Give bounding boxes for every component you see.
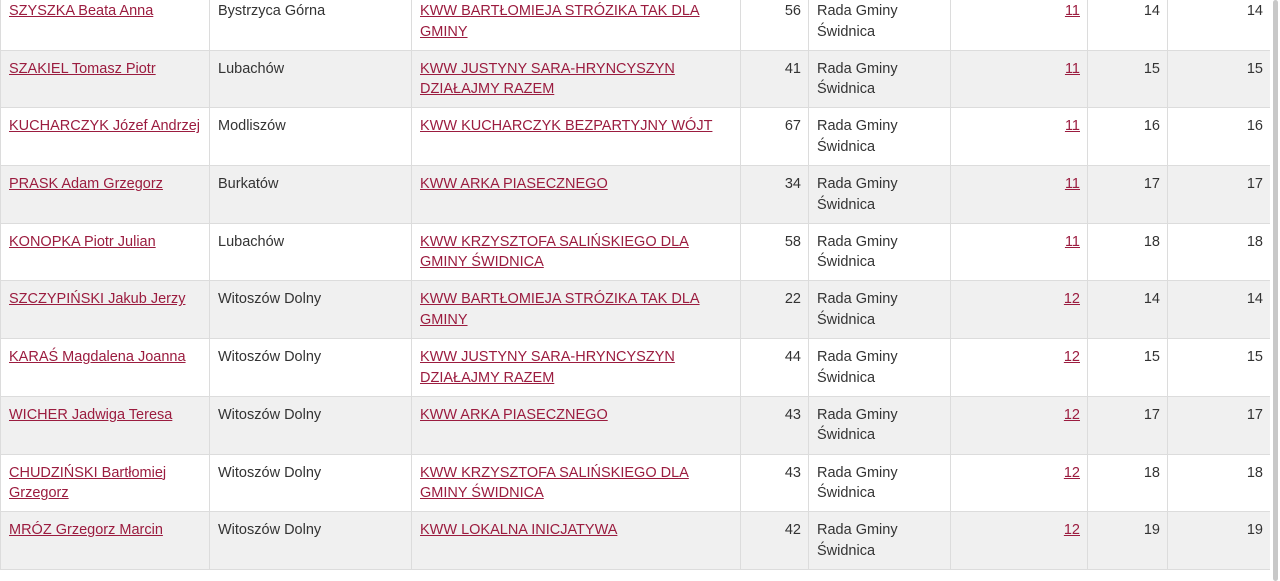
committee-link[interactable]: KWW KRZYSZTOFA SALIŃSKIEGO DLA GMINY ŚWIDNICA xyxy=(420,464,689,501)
name-cell xyxy=(1,281,210,339)
candidate-name-link[interactable]: SZAKIEL Tomasz Piotr xyxy=(9,60,156,77)
name-cell xyxy=(1,166,210,224)
candidate-name-link[interactable]: KARAŚ Magdalena Joanna xyxy=(9,349,186,366)
committee-cell xyxy=(412,0,741,50)
locality-cell: Witoszów Dolny xyxy=(210,339,412,397)
list-number-cell: 16 xyxy=(1088,108,1168,166)
candidate-name-link[interactable]: CHUDZIŃSKI Bartłomiej Grzegorz xyxy=(9,464,167,501)
body-cell: Rada Gminy Świdnica xyxy=(809,166,951,224)
position-cell: 19 xyxy=(1168,512,1271,570)
committee-link[interactable]: KWW LOKALNA INICJATYWA xyxy=(420,522,618,539)
locality-cell: Lubachów xyxy=(210,50,412,108)
body-cell: Rada Gminy Świdnica xyxy=(809,339,951,397)
name-cell xyxy=(1,108,210,166)
candidate-name-link[interactable]: KONOPKA Piotr Julian xyxy=(9,233,156,250)
locality-cell: Witoszów Dolny xyxy=(210,396,412,454)
position-cell: 14 xyxy=(1168,0,1271,50)
position-cell: 16 xyxy=(1168,108,1271,166)
body-cell: Rada Gminy Świdnica xyxy=(809,108,951,166)
committee-link[interactable]: KWW ARKA PIASECZNEGO xyxy=(420,406,608,423)
district-cell xyxy=(951,0,1088,50)
position-cell: 17 xyxy=(1168,166,1271,224)
table-row xyxy=(1,454,1271,512)
committee-link[interactable]: KWW ARKA PIASECZNEGO xyxy=(420,176,608,193)
position-cell: 14 xyxy=(1168,281,1271,339)
committee-link[interactable]: KWW KUCHARCZYK BEZPARTYJNY WÓJT xyxy=(420,118,713,135)
name-cell xyxy=(1,223,210,281)
list-number-cell: 18 xyxy=(1088,454,1168,512)
district-cell xyxy=(951,396,1088,454)
position-cell: 17 xyxy=(1168,396,1271,454)
age-cell: 67 xyxy=(741,108,809,166)
locality-cell: Bystrzyca Górna xyxy=(210,0,412,50)
body-cell: Rada Gminy Świdnica xyxy=(809,396,951,454)
candidate-name-link[interactable]: PRASK Adam Grzegorz xyxy=(9,176,163,193)
table-row xyxy=(1,512,1271,570)
locality-cell: Burkatów xyxy=(210,166,412,224)
name-cell xyxy=(1,339,210,397)
committee-link[interactable]: KWW BARTŁOMIEJA STRÓZIKA TAK DLA GMINY xyxy=(420,3,700,40)
district-cell xyxy=(951,512,1088,570)
list-number-cell: 18 xyxy=(1088,223,1168,281)
committee-cell xyxy=(412,166,741,224)
age-cell: 44 xyxy=(741,339,809,397)
table-row xyxy=(1,108,1271,166)
list-number-cell: 17 xyxy=(1088,396,1168,454)
position-cell: 18 xyxy=(1168,454,1271,512)
district-cell xyxy=(951,223,1088,281)
position-cell: 15 xyxy=(1168,339,1271,397)
list-number-cell: 15 xyxy=(1088,339,1168,397)
district-link[interactable]: 12 xyxy=(1063,406,1080,423)
district-link[interactable]: 12 xyxy=(1063,522,1080,539)
list-number-cell: 14 xyxy=(1088,281,1168,339)
scrollbar-thumb[interactable] xyxy=(1273,0,1278,581)
district-cell xyxy=(951,339,1088,397)
candidate-name-link[interactable]: SZCZYPIŃSKI Jakub Jerzy xyxy=(9,291,186,308)
district-cell xyxy=(951,50,1088,108)
candidate-name-link[interactable]: SZYSZKA Beata Anna xyxy=(9,3,154,19)
district-link[interactable]: 12 xyxy=(1063,464,1080,481)
district-link[interactable]: 12 xyxy=(1063,349,1080,366)
committee-cell xyxy=(412,281,741,339)
committee-cell xyxy=(412,50,741,108)
body-cell: Rada Gminy Świdnica xyxy=(809,223,951,281)
body-cell: Rada Gminy Świdnica xyxy=(809,0,951,50)
body-cell: Rada Gminy Świdnica xyxy=(809,281,951,339)
locality-cell: Witoszów Dolny xyxy=(210,454,412,512)
table-row xyxy=(1,223,1271,281)
locality-cell: Witoszów Dolny xyxy=(210,281,412,339)
name-cell xyxy=(1,0,210,50)
committee-cell xyxy=(412,454,741,512)
list-number-cell: 19 xyxy=(1088,512,1168,570)
list-number-cell: 17 xyxy=(1088,166,1168,224)
name-cell xyxy=(1,396,210,454)
name-cell xyxy=(1,512,210,570)
committee-cell xyxy=(412,223,741,281)
vertical-scrollbar[interactable] xyxy=(1270,0,1280,581)
age-cell: 58 xyxy=(741,223,809,281)
age-cell: 41 xyxy=(741,50,809,108)
list-number-cell: 14 xyxy=(1088,0,1168,50)
list-number-cell: 15 xyxy=(1088,50,1168,108)
body-cell: Rada Gminy Świdnica xyxy=(809,454,951,512)
district-cell xyxy=(951,281,1088,339)
table-row xyxy=(1,0,1271,50)
table-row xyxy=(1,166,1271,224)
district-cell xyxy=(951,108,1088,166)
committee-link[interactable]: KWW KRZYSZTOFA SALIŃSKIEGO DLA GMINY ŚWIDNICA xyxy=(420,233,689,271)
district-cell xyxy=(951,454,1088,512)
age-cell: 42 xyxy=(741,512,809,570)
age-cell: 34 xyxy=(741,166,809,224)
table-row xyxy=(1,50,1271,108)
committee-link[interactable]: KWW JUSTYNY SARA-HRYNCYSZYN DZIAŁAJMY RAZEM xyxy=(420,60,675,98)
district-cell xyxy=(951,166,1088,224)
committee-cell xyxy=(412,108,741,166)
position-cell: 18 xyxy=(1168,223,1271,281)
candidate-name-link[interactable]: WICHER Jadwiga Teresa xyxy=(9,406,173,423)
age-cell: 43 xyxy=(741,454,809,512)
committee-cell xyxy=(412,339,741,397)
table-row xyxy=(1,281,1271,339)
district-link[interactable]: 11 xyxy=(1064,118,1080,135)
district-link[interactable]: 11 xyxy=(1064,3,1080,19)
table-row xyxy=(1,339,1271,397)
committee-cell xyxy=(412,396,741,454)
candidates-table-body xyxy=(1,0,1271,569)
body-cell: Rada Gminy Świdnica xyxy=(809,512,951,570)
body-cell: Rada Gminy Świdnica xyxy=(809,50,951,108)
committee-link[interactable]: KWW JUSTYNY SARA-HRYNCYSZYN DZIAŁAJMY RAZEM xyxy=(420,349,675,386)
candidate-name-link[interactable]: KUCHARCZYK Józef Andrzej xyxy=(9,118,200,135)
age-cell: 43 xyxy=(741,396,809,454)
locality-cell: Modliszów xyxy=(210,108,412,166)
age-cell: 56 xyxy=(741,0,809,50)
committee-link[interactable]: KWW BARTŁOMIEJA STRÓZIKA TAK DLA GMINY xyxy=(420,291,700,328)
name-cell xyxy=(1,454,210,512)
name-cell xyxy=(1,50,210,108)
position-cell: 15 xyxy=(1168,50,1271,108)
district-link[interactable]: 11 xyxy=(1064,233,1080,250)
district-link[interactable]: 11 xyxy=(1064,176,1080,193)
table-row xyxy=(1,396,1271,454)
locality-cell: Lubachów xyxy=(210,223,412,281)
committee-cell xyxy=(412,512,741,570)
district-link[interactable]: 11 xyxy=(1064,60,1080,77)
candidate-name-link[interactable]: MRÓZ Grzegorz Marcin xyxy=(9,522,163,539)
age-cell: 22 xyxy=(741,281,809,339)
locality-cell: Witoszów Dolny xyxy=(210,512,412,570)
district-link[interactable]: 12 xyxy=(1063,291,1080,308)
